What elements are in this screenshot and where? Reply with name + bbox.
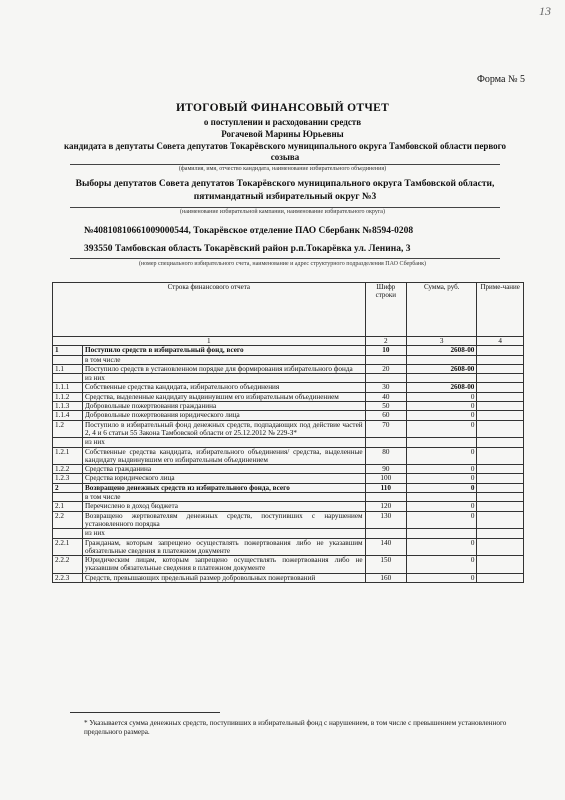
row-sum: 0 <box>407 538 477 556</box>
row-code <box>53 355 83 364</box>
row-shifr: 160 <box>365 573 406 582</box>
hint-account: (номер специального избирательного счета, наименование и адрес структурного подразделения ПАО Сбербанк) <box>138 261 427 267</box>
row-shifr: 80 <box>365 447 406 465</box>
candidate-role: кандидата в депутаты Совета депутатов Токарёвского муниципального округа Тамбовской области первого созыва <box>63 141 507 162</box>
row-shifr <box>365 374 406 383</box>
row-shifr: 20 <box>365 364 406 373</box>
row-code: 1.1 <box>53 364 83 373</box>
row-shifr <box>365 529 406 538</box>
row-sum: 0 <box>407 392 477 401</box>
row-code <box>53 529 83 538</box>
footnote-rule <box>70 712 220 713</box>
col-num: 2 <box>365 337 406 346</box>
row-note <box>477 538 524 556</box>
row-sum: 0 <box>407 465 477 474</box>
table-row <box>53 483 524 492</box>
row-code: 1 <box>53 346 83 355</box>
row-note <box>477 383 524 392</box>
row-sum <box>407 493 477 502</box>
divider <box>70 164 500 165</box>
table-row <box>53 374 524 383</box>
row-sum <box>407 529 477 538</box>
bank-address: 393550 Тамбовская область Токарёвский район р.п.Токарёвка ул. Ленина, 3 <box>84 244 411 254</box>
candidate-name: Рогачевой Марины Юрьевны <box>221 129 344 139</box>
table-row <box>53 438 524 447</box>
row-code <box>53 438 83 447</box>
row-code: 2.2 <box>53 511 83 529</box>
row-code: 1.1.4 <box>53 411 83 420</box>
row-shifr: 140 <box>365 538 406 556</box>
table-row <box>53 364 524 373</box>
table-row <box>53 420 524 438</box>
row-code: 1.1.2 <box>53 392 83 401</box>
col-num: 4 <box>477 337 524 346</box>
row-shifr: 60 <box>365 411 406 420</box>
row-sum: 2608-00 <box>407 383 477 392</box>
row-shifr <box>365 438 406 447</box>
table-row <box>53 383 524 392</box>
table-row <box>53 392 524 401</box>
header-line: Строка финансового отчета <box>53 283 366 337</box>
row-note <box>477 402 524 411</box>
row-note <box>477 465 524 474</box>
col-num: 3 <box>407 337 477 346</box>
col-num: 1 <box>53 337 366 346</box>
row-note <box>477 556 524 574</box>
row-note <box>477 392 524 401</box>
report-title: ИТОГОВЫЙ ФИНАНСОВЫЙ ОТЧЕТ <box>175 102 390 114</box>
row-name: Поступило в избирательный фонд денежных средств, подпадающих под действие частей 2, 4 и 6 статьи 55 Закона Тамбовской области от 25.12.2012 № 229-З* <box>83 420 366 438</box>
table-row <box>53 538 524 556</box>
row-note <box>477 346 524 355</box>
row-name: Добровольные пожертвования гражданина <box>83 402 366 411</box>
row-code: 1.2.3 <box>53 474 83 483</box>
row-shifr: 40 <box>365 392 406 401</box>
header-code: Шифр строки <box>365 283 406 337</box>
row-sum: 2608-00 <box>407 346 477 355</box>
row-note <box>477 364 524 373</box>
row-code <box>53 493 83 502</box>
row-sum: 0 <box>407 483 477 492</box>
row-name: Средства, выделенные кандидату выдвинувшим его избирательным объединением <box>83 392 366 401</box>
row-name: из них <box>83 529 366 538</box>
row-note <box>477 474 524 483</box>
row-code <box>53 374 83 383</box>
row-code: 2.2.3 <box>53 573 83 582</box>
row-code: 2.1 <box>53 502 83 511</box>
footnote: * Указывается сумма денежных средств, поступивших в избирательный фонд с нарушением, в том числе с превышением установленного предельного размера. <box>84 719 507 736</box>
row-note <box>477 573 524 582</box>
row-note <box>477 438 524 447</box>
row-sum <box>407 374 477 383</box>
divider <box>70 207 500 208</box>
header-sum: Сумма, руб. <box>407 283 477 337</box>
hint-candidate: (фамилия, имя, отчество кандидата, наименование избирательного объединения) <box>178 166 387 172</box>
table-row <box>53 355 524 364</box>
row-name: Поступило средств в установленном порядке для формирования избирательного фонда <box>83 364 366 373</box>
row-sum: 0 <box>407 447 477 465</box>
table-row <box>53 465 524 474</box>
row-sum <box>407 438 477 447</box>
row-note <box>477 511 524 529</box>
row-code: 1.1.3 <box>53 402 83 411</box>
row-shifr: 110 <box>365 483 406 492</box>
table-header-row <box>53 283 524 337</box>
table-row <box>53 447 524 465</box>
row-note <box>477 355 524 364</box>
table-body <box>53 346 524 583</box>
table-row <box>53 402 524 411</box>
row-shifr: 10 <box>365 346 406 355</box>
row-sum: 0 <box>407 556 477 574</box>
bank-account: №40810810661009000544, Токарёвское отделение ПАО Сбербанк №8594-0208 <box>84 226 414 236</box>
row-note <box>477 502 524 511</box>
table-row <box>53 529 524 538</box>
table-row <box>53 411 524 420</box>
financial-table <box>52 282 524 583</box>
row-note <box>477 493 524 502</box>
hint-campaign: (наименование избирательной кампании, наименование избирательного округа) <box>180 209 385 215</box>
row-note <box>477 420 524 438</box>
row-name: Перечислено в доход бюджета <box>83 502 366 511</box>
row-shifr: 150 <box>365 556 406 574</box>
row-name: из них <box>83 438 366 447</box>
row-name: Поступило средств в избирательный фонд, всего <box>83 346 366 355</box>
row-sum: 0 <box>407 411 477 420</box>
row-shifr: 50 <box>365 402 406 411</box>
row-name: Средств, превышающих предельный размер добровольных пожертвований <box>83 573 366 582</box>
campaign-name: Выборы депутатов Совета депутатов Токарёвского муниципального округа Тамбовской области, пятимандатный избирательный округ №3 <box>75 179 495 202</box>
row-name: в том числе <box>83 493 366 502</box>
row-sum: 0 <box>407 420 477 438</box>
row-code: 2.2.1 <box>53 538 83 556</box>
table-row <box>53 474 524 483</box>
row-code: 1.1.1 <box>53 383 83 392</box>
row-name: из них <box>83 374 366 383</box>
row-shifr: 70 <box>365 420 406 438</box>
form-number: Форма № 5 <box>477 74 525 85</box>
row-code: 1.2.1 <box>53 447 83 465</box>
row-shifr: 120 <box>365 502 406 511</box>
row-note <box>477 411 524 420</box>
report-subtitle: о поступлении и расходовании средств <box>203 117 362 127</box>
row-note <box>477 447 524 465</box>
row-shifr <box>365 493 406 502</box>
row-name: Возвращено жертвователям денежных средств, поступивших с нарушением установленного порядка <box>83 511 366 529</box>
row-name: Средства юридического лица <box>83 474 366 483</box>
table-row <box>53 493 524 502</box>
row-sum: 2608-00 <box>407 364 477 373</box>
row-sum <box>407 355 477 364</box>
table-row <box>53 511 524 529</box>
row-code: 1.2 <box>53 420 83 438</box>
row-name: Возвращено денежных средств из избирательного фонда, всего <box>83 483 366 492</box>
page-number: 13 <box>539 4 551 18</box>
row-sum: 0 <box>407 474 477 483</box>
row-note <box>477 374 524 383</box>
row-shifr: 130 <box>365 511 406 529</box>
row-sum: 0 <box>407 502 477 511</box>
divider <box>70 258 500 259</box>
row-code: 2 <box>53 483 83 492</box>
row-sum: 0 <box>407 573 477 582</box>
row-sum: 0 <box>407 402 477 411</box>
row-name: Гражданам, которым запрещено осуществлять пожертвования либо не указавшим обязательные сведения в платежном документе <box>83 538 366 556</box>
row-code: 2.2.2 <box>53 556 83 574</box>
table-row <box>53 346 524 355</box>
row-name: Собственные средства кандидата, избирательного объединения/ средства, выделенные кандидату выдвинувшим его избирательным объединением <box>83 447 366 465</box>
row-sum: 0 <box>407 511 477 529</box>
row-name: Юридическим лицам, которым запрещено осуществлять пожертвования либо не указавшим обязательные сведения в платежном документе <box>83 556 366 574</box>
row-shifr <box>365 355 406 364</box>
row-name: в том числе <box>83 355 366 364</box>
row-shifr: 100 <box>365 474 406 483</box>
table-row <box>53 556 524 574</box>
header-note: Приме-чание <box>477 283 524 337</box>
row-note <box>477 529 524 538</box>
row-shifr: 30 <box>365 383 406 392</box>
row-note <box>477 483 524 492</box>
row-name: Добровольные пожертвования юридического лица <box>83 411 366 420</box>
table-row <box>53 573 524 582</box>
row-name: Средства гражданина <box>83 465 366 474</box>
table-row <box>53 502 524 511</box>
column-numbers-row <box>53 337 524 346</box>
row-code: 1.2.2 <box>53 465 83 474</box>
row-name: Собственные средства кандидата, избирательного объединения <box>83 383 366 392</box>
row-shifr: 90 <box>365 465 406 474</box>
